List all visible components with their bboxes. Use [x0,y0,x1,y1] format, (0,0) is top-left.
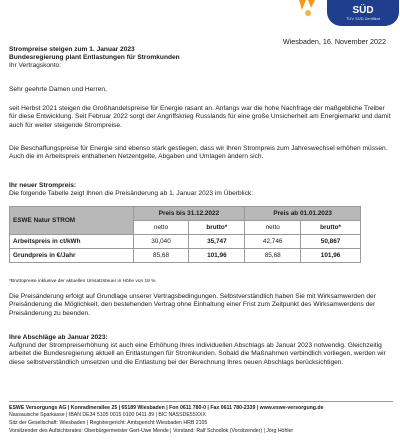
subheader-brutto: brutto* [301,221,361,235]
footer-company: ESWE Versorgungs AG | Konradinerallee 25 | 65189 Wiesbaden | Fon 0611 780-0 | Fax 0611 780-2339 | www.eswe-versorgung.de [9,405,324,411]
letter-date: Wiesbaden, 16. November 2022 [282,37,386,46]
product-name: ESWE Natur STROM [10,207,134,235]
section-intro: Die folgende Tabelle zeigt Ihnen die Preisänderung ab 1. Januar 2023 im Überblick: [9,190,254,197]
salutation: Sehr geehrte Damen und Herren, [9,86,107,93]
eswe-logo-icon [296,0,320,18]
subject-line-1: Strompreise steigen zum 1. Januar 2023 [9,46,135,53]
cell-value: 101,96 [301,249,361,263]
paragraph-installments: Aufgrund der Strompreiserhöhung ist auch eine Erhöhung Ihres individuellen Abschlags ab Januar 2023 notwendig. Gleichzeitig arbeitet die Bundesregierung aktuell an Entlastungen für Stromkunden. Sobald die Maßnahmen verbindlich vorliegen, werden wir diese selbstverständlich umsetzen und die Entlastung bei der Berechnung Ihres neuen Abschlags berücksichtigen. [9,342,386,366]
paragraph-intro: seit Herbst 2021 steigen die Großhandelspreise für Energie rasant an. Anfangs war die hohe Nachfrage der maßgebliche Treiber für diese Entwicklung. Seit Februar 2022 sorgt der Angriffskrieg Russlands für eine große Unsicherheit am Energiemarkt und damit auch für weiter steigende Strompreise. [9,105,391,129]
seal-subtext: TÜV SÜD Zertifikat [345,16,380,21]
price-table [9,206,361,263]
paragraph-contract-terms: Die Preisänderung erfolgt auf Grundlage unserer Vertragsbedingungen. Selbstverständlich haben Sie mit Wirksamwerden der Preisänderung die Möglichkeit, den bestehenden Vertrag ohne Einhaltung einer Frist zum Zeitpunkt des Wirksamwerdens der Preisänderung zu beenden. [9,293,376,317]
subheader-netto: netto [245,221,301,235]
row-label: Grundpreis in €/Jahr [10,249,134,263]
seal-text: SÜD [352,5,374,16]
cell-value: 35,747 [189,235,245,249]
cell-value: 30,040 [133,235,189,249]
cell-value: 50,867 [301,235,361,249]
cell-value: 42,746 [245,235,301,249]
subheader-brutto: brutto* [189,221,245,235]
cell-value: 85,68 [245,249,301,263]
subheader-netto: netto [133,221,189,235]
paragraph-procurement: Die Beschaffungspreise für Energie sind ebenso stark gestiegen, dass wir Ihren Strompreis zum Jahreswechsel erhöhen müssen. Auch die im Arbeitspreis enthaltenen Netzentgelte, Abgaben und Umlagen ändern sich. [9,145,388,161]
footer-board: Vorsitzender des Aufsichtsrates: Oberbürgermeister Gert-Uwe Mende | Vorstand: Ralf Schodlok (Vorsitzender) | Jörg Höhler [9,428,294,434]
subject-line-2: Bundesregierung plant Entlastungen für Stromkunden [9,54,180,61]
row-label: Arbeitspreis in ct/kWh [10,235,134,249]
table-row [10,235,361,249]
cell-value: 101,96 [189,249,245,263]
table-row [10,249,361,263]
cell-value: 85,68 [133,249,189,263]
section-title-installments: Ihre Abschläge ab Januar 2023: [9,334,108,341]
column-old-price: Preis bis 31.12.2022 [133,207,245,221]
subject-line-3: Ihr Vertragskonto: [9,62,62,69]
section-title-new-price: Ihr neuer Strompreis: [9,182,77,189]
footer-registry: Sitz der Gesellschaft: Wiesbaden | Registergericht: Amtsgericht Wiesbaden HRB 2105 [9,420,208,426]
column-new-price: Preis ab 01.01.2023 [245,207,361,221]
tuv-seal [327,0,399,28]
footer-divider [9,401,393,402]
table-footnote: *Bruttopreise inklusive der aktuellen Umsatzsteuer in Höhe von 19 %. [9,279,157,284]
footer-bank: Nassauische Sparkasse | IBAN DE34 5105 0015 0100 0411 89 | BIC NASSDE55XXX [9,412,206,418]
